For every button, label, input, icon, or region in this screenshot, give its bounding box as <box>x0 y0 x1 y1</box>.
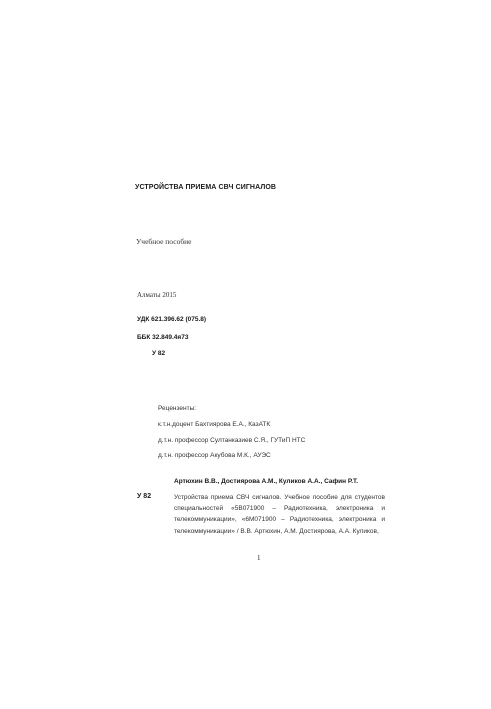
city-year: Алматы 2015 <box>137 291 177 299</box>
reviewer-item: к.т.н.доцент Бахтиярова Е.А., КазАТК <box>158 421 271 428</box>
reviewers-heading: Рецензенты: <box>158 405 197 412</box>
document-subtitle: Учебное пособие <box>136 237 192 246</box>
bibliographic-index: У 82 <box>137 493 152 500</box>
index-code: У 82 <box>152 350 166 357</box>
reviewer-item: д.т.н. профессор Акубова М.К., АУЭС <box>158 452 271 459</box>
udk-code: УДК 621.396.62 (075.8) <box>137 316 207 323</box>
bbk-code: ББК 32.849.4я73 <box>137 334 189 341</box>
authors-line: Артюхин В.В., Достиярова А.М., Куликов А.А., Сафин Р.Т. <box>174 478 359 485</box>
document-title: УСТРОЙСТВА ПРИЕМА СВЧ СИГНАЛОВ <box>135 184 277 191</box>
page-number: 1 <box>257 554 261 562</box>
reviewer-item: д.т.н. профессор Султанказиев С.Я., ГУТиП НТС <box>158 437 306 444</box>
bibliographic-description: Устройства приема СВЧ сигналов. Учебное пособие для студентов специальностей «5В071900 – Радиотехника, электроника и телекоммуникации», «6М071900 – Радиотехника, электроника и телекоммуникации» / В.В. Артюхин, А.М. Достиярова, А.А. Куликов, <box>174 494 385 535</box>
